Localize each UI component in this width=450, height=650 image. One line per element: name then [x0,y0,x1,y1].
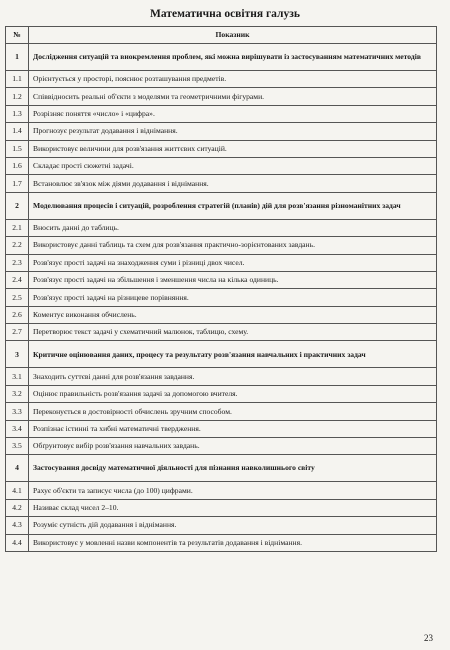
indicator-text: Прогнозує результат додавання і віднімання. [29,123,437,140]
row-number: 2.5 [6,289,29,306]
table-row [6,105,437,122]
row-number: 4.2 [6,499,29,516]
header-number: № [6,27,29,44]
indicator-text: Співвідносить реальні об'єкти з моделями та геометричними фігурами. [29,88,437,105]
indicator-text: Встановлює зв'язок між діями додавання і віднімання. [29,175,437,192]
table-row [6,324,437,341]
row-number: 1.2 [6,88,29,105]
row-number: 4 [6,455,29,482]
row-number: 4.3 [6,517,29,534]
row-number: 3.2 [6,385,29,402]
indicator-text: Розпізнає істинні та хибні математичні твердження. [29,420,437,437]
page-number: 23 [424,633,433,643]
row-number: 3.4 [6,420,29,437]
table-row [6,237,437,254]
table-section-row [6,44,437,71]
table-row [6,420,437,437]
indicators-table [5,26,437,552]
row-number: 2.6 [6,306,29,323]
indicator-text: Переконується в достовірності обчислень зручним способом. [29,403,437,420]
row-number: 3.5 [6,438,29,455]
page-title: Математична освітня галузь [150,8,300,20]
section-heading: Застосування досвіду математичної діяльності для пізнання навколишнього світу [29,455,437,482]
table-row [6,271,437,288]
table-row [6,499,437,516]
table-row [6,368,437,385]
row-number: 2.3 [6,254,29,271]
row-number: 4.4 [6,534,29,551]
row-number: 2.2 [6,237,29,254]
indicator-text: Використовує величини для розв'язання життєвих ситуацій. [29,140,437,157]
table-section-row [6,341,437,368]
row-number: 2.4 [6,271,29,288]
table-row [6,438,437,455]
indicator-text: Перетворює текст задачі у схематичний малюнок, таблицю, схему. [29,324,437,341]
indicator-text: Складає прості сюжетні задачі. [29,157,437,174]
row-number: 3 [6,341,29,368]
indicator-text: Використовує данні таблиць та схем для розв'язання практично-зорієнтованих завдань. [29,237,437,254]
indicator-text: Обґрунтовує вибір розв'язання навчальних завдань. [29,438,437,455]
indicators-table-wrapper [5,26,436,552]
row-number: 2.1 [6,219,29,236]
table-body [6,44,437,552]
table-row [6,219,437,236]
section-heading: Критичне оцінювання даних, процесу та результату розв'язання навчальних і практичних задач [29,341,437,368]
indicator-text: Розрізняє поняття «число» і «цифра». [29,105,437,122]
section-heading: Дослідження ситуацій та виокремлення проблем, які можна вирішувати із застосуванням математичних методів [29,44,437,71]
row-number: 2 [6,192,29,219]
indicator-text: Розв'язує прості задачі на знаходження суми і різниці двох чисел. [29,254,437,271]
table-row [6,71,437,88]
table-header-row [6,27,437,44]
table-row [6,517,437,534]
indicator-text: Розв'язує прості задачі на збільшення і зменшення числа на кілька одиниць. [29,271,437,288]
table-row [6,140,437,157]
table-row [6,385,437,402]
table-row [6,534,437,551]
indicator-text: Рахує об'єкти та записує числа (до 100) цифрами. [29,482,437,499]
row-number: 1.4 [6,123,29,140]
row-number: 1 [6,44,29,71]
row-number: 1.7 [6,175,29,192]
row-number: 1.5 [6,140,29,157]
row-number: 1.6 [6,157,29,174]
table-section-row [6,455,437,482]
table-row [6,157,437,174]
indicator-text: Розуміє сутність дій додавання і віднімання. [29,517,437,534]
indicator-text: Розв'язує прості задачі на різницеве порівняння. [29,289,437,306]
indicator-text: Знаходить суттєві данні для розв'язання завдання. [29,368,437,385]
row-number: 3.3 [6,403,29,420]
row-number: 2.7 [6,324,29,341]
row-number: 3.1 [6,368,29,385]
table-row [6,254,437,271]
table-row [6,306,437,323]
row-number: 1.3 [6,105,29,122]
indicator-text: Орієнтується у просторі, пояснює розташування предметів. [29,71,437,88]
table-row [6,123,437,140]
indicator-text: Використовує у мовленні назви компонентів та результатів додавання і віднімання. [29,534,437,551]
indicator-text: Вносить данні до таблиць. [29,219,437,236]
indicator-text: Називає склад чисел 2–10. [29,499,437,516]
table-row [6,289,437,306]
header-indicator: Показник [29,27,437,44]
row-number: 4.1 [6,482,29,499]
table-section-row [6,192,437,219]
indicator-text: Оцінює правильність розв'язання задачі за допомогою вчителя. [29,385,437,402]
table-row [6,482,437,499]
table-row [6,403,437,420]
row-number: 1.1 [6,71,29,88]
table-row [6,175,437,192]
table-row [6,88,437,105]
section-heading: Моделювання процесів і ситуацій, розроблення стратегій (планів) дій для розв'язання різноманітних задач [29,192,437,219]
indicator-text: Коментує виконання обчислень. [29,306,437,323]
